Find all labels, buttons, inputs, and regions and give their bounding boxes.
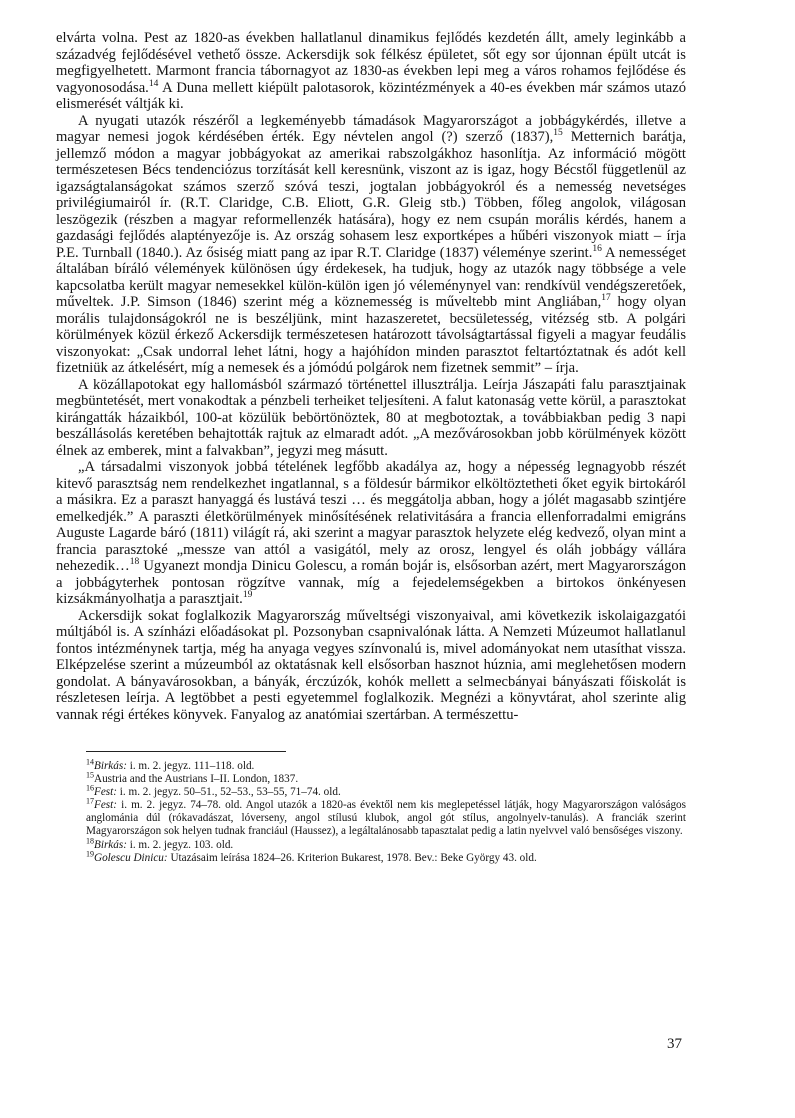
paragraph bbox=[56, 30, 686, 113]
footnote bbox=[86, 770, 686, 786]
paragraph-text: „A társadalmi viszonyok jobbá tételének legfőbb akadálya az, hogy a népesség legnagyobb részét kitevő parasztság nem rendelkezhet ingatlannal, s a földesúr bármikor elköltöztetheti őket egyik birtokáról a másikra. Ez a paraszt hanyaggá és lustává teszi … és meggátolja abban, hogy a jólét magasabb szintjére emelkedjék.” A paraszti életkörülmények minősítésének relativitására a francia ellenforradalmi emigráns Auguste Lagarde báró (1811) világít rá, aki szerint a magyar parasztok helyzete elég kedvező, olyan mint a francia parasztoké „messze van attól a vasigától, mely az orosz, lengyel és oláh jobbágy vállára nehezedik… bbox=[56, 459, 686, 574]
footnote bbox=[86, 757, 686, 773]
footnote-number: 16 bbox=[86, 783, 94, 793]
footnote bbox=[86, 835, 686, 852]
footnote-text: i. m. 2. jegyz. 111–118. old. bbox=[126, 760, 255, 772]
page-number: 37 bbox=[667, 1036, 682, 1052]
footnote-number: 19 bbox=[86, 848, 94, 858]
paragraph-text: A nemességet általában bíráló vélemények különösen úgy érdekesek, ha tudjuk, hogy az utazók nagy többsége a vele kapcsolatba került magyar nemesekkel külön-külön igen jó véleménynyel van: rendkívül vendégszeretőek, műveltek. J.P. Simson (1846) szerint még a köznemesség is műveltebb mint Angliában, bbox=[56, 244, 686, 310]
paragraph-text: Metternich barátja, jellemző módon a magyar jobbágyokat az amerikai rabszolgákhoz hasonlítja. Az információ mögött természetesen Bécs tendenciózus torzítását kell keresnünk, viszont az is igaz, hogy Bécstől függetlenül az igazságtalanságokat számos szerző szóvá teszi, jogtalan jobbágyokról és a nemesség nevetséges privilégiumairól ír. (R.T. Claridge, C.B. Eliott, G.R. Gleig stb.) Többen, főleg angolok, világosan leszögezik (részben a magyar reformellenzék hatására), hogy ez nem csupán morális kérdés, hanem a gazdasági fejlődés alaptényezője is. Az ország sohasem lesz exportképes a hűbéri viszonyok miatt – írja P.E. Turnball (1840.). Az ősiség miatt pang az ipar R.T. Claridge (1837) véleménye szerint. bbox=[56, 129, 686, 261]
footnote-text: i. m. 2. jegyz. 74–78. old. Angol utazók a 1820-as évektől nem kis meglepetéssel látják, hogy Magyarországon valóságos anglománia dúl (rókavadászat, lóverseny, angol stílusú klubok, angol gót stílus, angolnyelv-tanulás). A franciák szerint Magyarországon sok helyen tudnak franciául (Haussez), a legáltalánosabb tapasztalat pedig a latin nyelvvel való bensőséges viszony. bbox=[86, 799, 686, 838]
footnote-text: i. m. 2. jegyz. 50–51., 52–53., 53–55, 71–74. old. bbox=[117, 786, 341, 799]
footnote-number: 17 bbox=[86, 796, 94, 806]
page-content bbox=[56, 30, 686, 865]
footnote-text: Austria and the Austrians I–II. London, 1837. bbox=[94, 773, 299, 786]
footnote-divider bbox=[86, 751, 286, 752]
footnote-marker: 17 bbox=[601, 293, 611, 304]
paragraph-text: Ugyanezt mondja Dinicu Golescu, a román bojár is, elsősorban azért, mert Magyarországon a jobbágyterhek pontosan rögzítve vannak, míg a fejedelemségekben a birtokos önkényesen kizsákmányolhatja a parasztjait. bbox=[56, 558, 686, 607]
body-text bbox=[56, 30, 686, 723]
footnote-number: 15 bbox=[86, 770, 94, 780]
footnote-marker: 15 bbox=[553, 128, 563, 139]
footnote bbox=[86, 848, 686, 865]
paragraph-text: hogy olyan morális tulajdonságokról ne is beszéljünk, mint hazaszeretet, becsületesség, vitézség stb. A polgári körülmények közül érkező Ackersdijk természetesen határozott távolságtartással figyeli a magyar feudális viszonyokat: „Csak undorral lehet látni, hogy a hajóhídon minden parasztot feltartóztatnak és adót kell fizetniük az átkelésért, míg a nemesek és a jómódú polgárok nem fizetnek semmit” – írja. bbox=[56, 294, 686, 376]
footnote-reference: Birkás: bbox=[94, 838, 127, 851]
paragraph-text: A Duna mellett kiépült palotasorok, közintézmények a 40-es években már számos utazó elismerését váltják ki. bbox=[56, 79, 686, 112]
footnote-text: i. m. 2. jegyz. 103. old. bbox=[126, 838, 234, 851]
paragraph-text: Ackersdijk sokat foglalkozik Magyarország műveltségi viszonyaival, ami következik iskolaigazgatói múltjából is. A színházi előadásokat pl. Pozsonyban csapnivalónak látta. A Nemzeti Múzeumot hallatlanul fontos intézménynek tartja, még ha anyaga vegyes színvonalú is, mivel adományokat nem utasíthat vissza. Elképzelése szerint a múzeumból az oktatásnak kell elsősorban hasznot húznia, ami meglehetősen modern gondolat. A bányavárosokban, a bányák, érczúzók, kohók mellett a selmecbányai bányászati főiskolát is részletesen leírja. A legtöbbet a pesti egyetemmel foglalkozik. Megnézi a könyvtárat, ahol szerinte alig vannak régi értékes könyvek. Fanyalog az anatómiai szertárban. A természettu- bbox=[56, 607, 686, 723]
footnotes bbox=[56, 757, 686, 865]
footnote-number: 18 bbox=[86, 835, 94, 845]
footnote-marker: 16 bbox=[592, 243, 602, 254]
footnote-marker: 19 bbox=[242, 590, 253, 601]
paragraph-text: A közállapotokat egy hallomásból származó történettel illusztrálja. Leírja Jászapáti falu parasztjainak megbüntetését, mert vonakodtak a pénzbeli terheiket teljesíteni. A falut katonaság vette körül, a parasztokat kirángatták házaikból, 100-at közülük bebörtönöztek, 80 at megbotoztak, a továbbiakban pedig 3 napi beszállásolás keretében behajtották rajtuk az elmaradt adót. „A mezővárosokban jobb körülmények között élnek az emberek, mint a falvakban”, jegyzi meg másutt. bbox=[56, 376, 686, 459]
footnote-text: Utazásaim leírása 1824–26. Kriterion Bukarest, 1978. Bev.: Beke György 43. old. bbox=[167, 851, 537, 864]
footnote bbox=[86, 796, 686, 838]
paragraph bbox=[56, 608, 686, 724]
footnote-marker: 14 bbox=[148, 78, 159, 89]
paragraph-text: elvárta volna. Pest az 1820-as években hallatlanul dinamikus fejlődés kezdetén állt, amely leginkább a századvég fejlődésével vethető össze. Ackersdijk sok félkész épületet, sőt egy sor újonnan épült utcát is megfigyelhetett. Marmont francia tábornagyot az 1830-as években lepi meg a város rohamos fejlődése és vagyonosodása. bbox=[56, 30, 686, 96]
paragraph bbox=[56, 459, 686, 608]
footnote-reference: Golescu Dinicu: bbox=[94, 851, 168, 864]
paragraph bbox=[56, 377, 686, 460]
footnote-reference: Fest: bbox=[94, 799, 117, 812]
footnote-reference: Fest: bbox=[94, 786, 117, 799]
footnote-marker: 18 bbox=[129, 557, 140, 568]
paragraph-text: A nyugati utazók részéről a legkeményebb támadások Magyarországot a jobbágykérdés, illetve a magyar nemesi jogok kérdésében érték. Egy névtelen angol (?) szerző (1837), bbox=[56, 112, 686, 145]
footnote-number: 14 bbox=[86, 757, 94, 767]
footnote-reference: Birkás: bbox=[94, 760, 127, 772]
footnote bbox=[86, 783, 686, 799]
paragraph bbox=[56, 113, 686, 377]
